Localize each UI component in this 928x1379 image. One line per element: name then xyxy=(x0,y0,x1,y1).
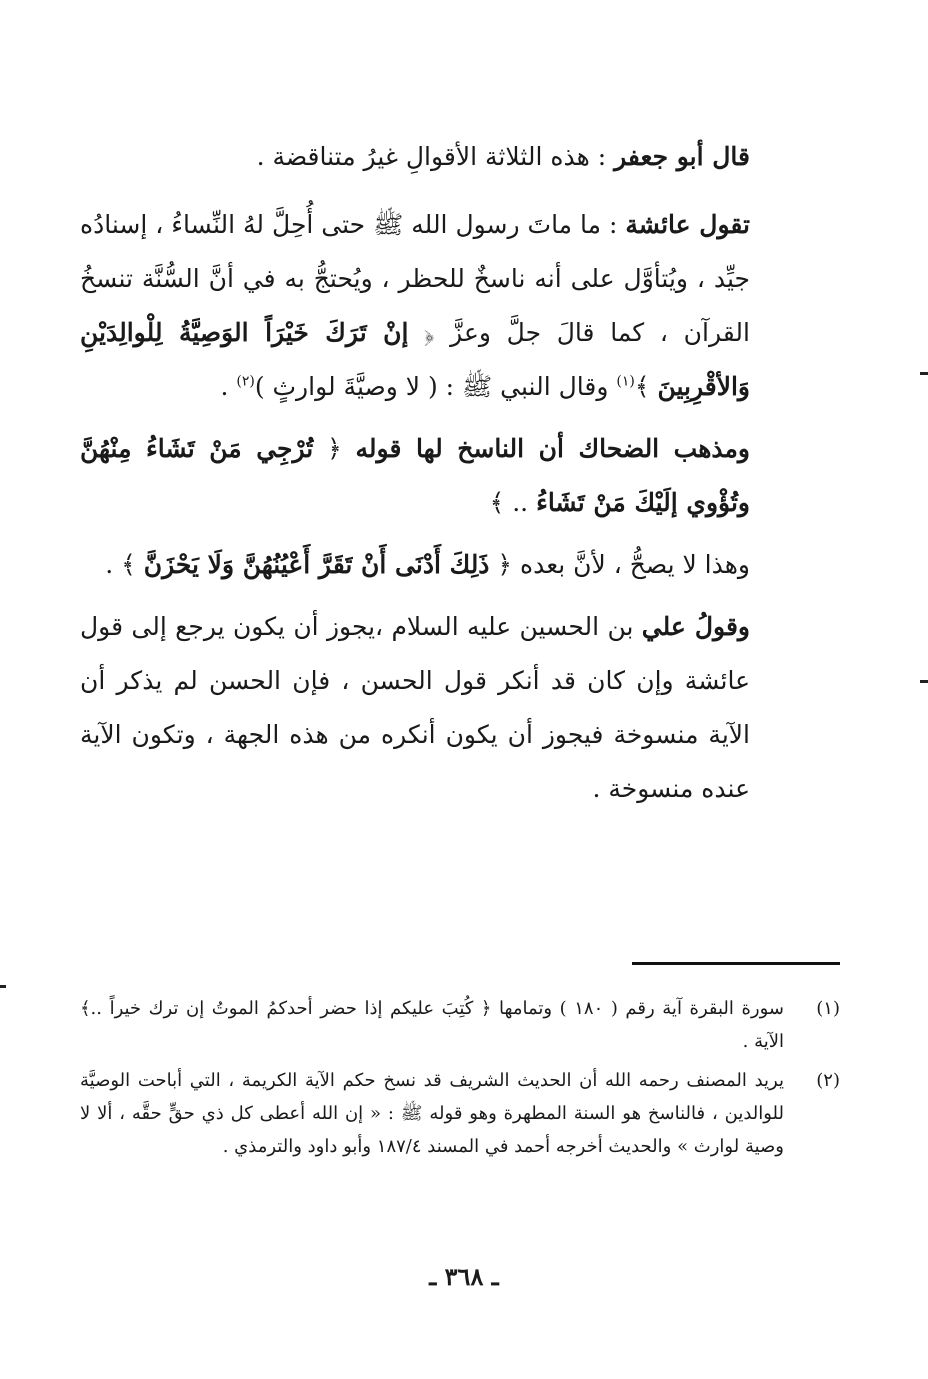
speaker-name: وقولُ علي xyxy=(641,612,750,641)
footnote-text: سورة البقرة آية رقم ( ١٨٠ ) وتمامها ﴿ كُتِبَ عليكم إذا حضر أحدكمُ الموتُ إن ترك خيراً ..﴾ الآية . xyxy=(80,998,784,1052)
paragraph-text: ﴿ xyxy=(313,434,356,463)
footnote-number: (٢) xyxy=(816,1070,840,1091)
paragraph-text: : هذه الثلاثة الأقوالِ غيرُ متناقضة . xyxy=(256,142,615,171)
paragraph-text: .. ﴾ xyxy=(489,488,537,517)
scan-edge-mark xyxy=(920,680,928,683)
quran-verse: إنْ تَرَكَ خَيْرَاً الوَصِيَّةُ لِلْوالِدَيْنِ وَالأقْرِبِينَ xyxy=(80,318,750,401)
footnote-ref[interactable]: (٢) xyxy=(236,373,255,390)
footnote-text: يريد المصنف رحمه الله أن الحديث الشريف قد نسخ حكم الآية الكريمة ، التي أباحت الوصيَّة للوالدين ، فالناسخ هو السنة المطهرة وهو قوله ﷺ : « إن الله أعطى كل ذي حقٍّ حقَّه ، ألا لا وصية لوارث » والحديث أخرجه أحمد في المسند ١٨٧/٤ وأبو داود والترمذي . xyxy=(80,1070,784,1157)
paragraph-text: وهذا لا يصحُّ ، لأنَّ بعده ﴿ xyxy=(489,550,750,579)
speaker-name: ومذهب الضحاك أن الناسخ لها قوله xyxy=(355,434,751,463)
main-text xyxy=(80,130,750,824)
paragraph-text: ﴾ xyxy=(634,372,658,401)
paragraph xyxy=(80,422,750,530)
paragraph-text: ﴾ . xyxy=(105,550,144,579)
paragraph-text: . xyxy=(220,372,237,401)
quran-verse: ذَلِكَ أَدْنَى أَنْ تَقَرَّ أَعْيُنُهُنَّ وَلَا يَحْزَنَّ xyxy=(143,550,490,579)
speaker-name: تقول عائشة xyxy=(625,210,750,239)
scan-edge-mark xyxy=(920,372,928,375)
paragraph xyxy=(80,538,750,592)
paragraph-text: بن الحسين عليه السلام ،يجوز أن يكون يرجع إلى قول عائشة وإن كان قد أنكر قول الحسن ، فإن الحسن لم يذكر أن الآية منسوخة فيجوز أن يكون أنكره من هذه الجهة ، وتكون الآية عنده منسوخة . xyxy=(80,612,750,803)
paragraph xyxy=(80,130,750,184)
quran-verse: تُرْجِي مَنْ تَشَاءُ مِنْهُنَّ وتُؤْوي إلَيْكَ مَنْ تَشَاءُ xyxy=(80,434,750,517)
footnotes xyxy=(80,992,840,1169)
footnote-ref[interactable]: (١) xyxy=(616,373,635,390)
paragraph-text: وقال النبي ﷺ : ( لا وصيَّةَ لوارثٍ ) xyxy=(254,372,617,401)
footnote xyxy=(80,992,840,1058)
footnote xyxy=(80,1064,840,1163)
page-number: ـ ٣٦٨ ـ xyxy=(429,1262,499,1291)
paragraph-text: : ما ماتَ رسول الله ﷺ حتى أُحِلَّ لهُ النِّساءُ ، إسنادُه جيِّد ، ويُتأوَّل على أنه ناسخٌ للحظر ، ويُحتجُّ به في أنَّ السُّنَّة تنسخُ القرآن ، كما قالَ جلَّ وعزَّ ﴿ xyxy=(80,210,750,347)
paragraph xyxy=(80,198,750,414)
paragraph xyxy=(80,600,750,816)
speaker-name: قال أبو جعفر xyxy=(614,142,750,171)
scan-edge-mark xyxy=(0,985,6,988)
footnote-number: (١) xyxy=(816,998,840,1019)
footnote-divider xyxy=(632,962,840,965)
